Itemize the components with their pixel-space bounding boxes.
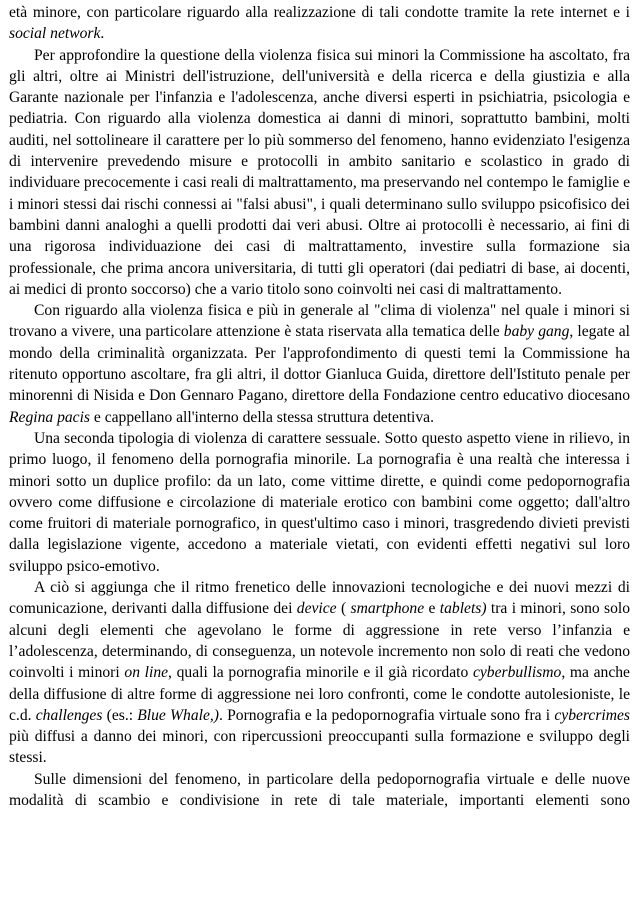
- italic-term: social network: [9, 25, 101, 43]
- text-run: , quali la pornografia minorile e il già ricordato: [168, 664, 473, 682]
- italic-term: challenges: [35, 706, 103, 724]
- text-run: (: [336, 600, 351, 618]
- italic-term: smartphone: [350, 600, 425, 618]
- italic-term: Blue Whale,): [137, 706, 219, 724]
- italic-term: Regina pacis: [9, 408, 90, 426]
- italic-term: cybercrimes: [554, 706, 630, 724]
- text-run: . Pornografia e la pedopornografia virtuale sono fra i: [218, 706, 555, 724]
- body-paragraph: [9, 45, 630, 301]
- text-run: Una seconda tipologia di violenza di carattere sessuale. Sotto questo aspetto viene in rilievo, in primo luogo, il fenomeno della pornografia minorile. La pornografia è una realtà che interessa i minori sotto un duplice profilo: da un lato, come vittime dirette, e quindi come pedopornografia ovvero come diffusione e circolazione di materiale erotico con bambini come oggetto; dall'altro come fruitori di materiale pornografico, in quest'ultimo caso i minori, trasgredendo divieti previsti dalla legislazione vigente, accedono a materiale vietati, con evidenti effetti negativi sul loro sviluppo psico-emotivo.: [9, 429, 630, 575]
- body-paragraph: [9, 769, 630, 812]
- text-run: (es.:: [102, 706, 138, 724]
- italic-term: tablets): [439, 600, 487, 618]
- text-run: , legate al mondo della criminalità organizzata. Per l'approfondimento di questi temi la Commissione ha ritenuto opportuno ascoltare, fra gli altri, il dottor Gianluca Guida, direttore dell'Istituto penale per minorenni di Nisida e Don Gennaro Pagano, direttore della Fondazione centro educativo diocesano: [9, 323, 630, 405]
- body-paragraph: [9, 577, 630, 769]
- text-run: .: [100, 25, 105, 43]
- italic-term: device: [296, 600, 337, 618]
- italic-term: baby gang: [503, 323, 570, 341]
- italic-term: cyberbullismo: [472, 664, 562, 682]
- body-paragraph: [9, 2, 630, 45]
- text-run: Per approfondire la questione della violenza fisica sui minori la Commissione ha ascoltato, fra gli altri, oltre ai Ministri dell'istruzione, dell'università e della ricerca e della giustizia e alla Garante nazionale per l'infanzia e l'adolescenza, anche diversi esperti in psichiatria, psicologia e pediatria. Con riguardo alla violenza domestica ai danni di minori, soprattutto bambini, molti auditi, nel sottolineare il carattere per lo più sommerso del fenomeno, hanno evidenziato l'esigenza di intervenire prevedendo misure e protocolli in ambito sanitario e scolastico in grado di individuare precocemente i casi reali di maltrattamento, ma preservando nel contempo le famiglie e i minori stessi dai rischi connessi ai "falsi abusi", i quali determinano sullo sviluppo psicofisico dei bambini danni analoghi a quelli prodotti dai veri abusi. Oltre ai protocolli è necessario, ai fini di una rigorosa individuazione dei casi di maltrattamento, investire sulla formazione sia professionale, che prima ancora universitaria, di tutti gli operatori (dai pediatri di base, ai docenti, ai medici di pronto soccorso) che a vario titolo sono coinvolti nei casi di maltrattamento.: [9, 46, 630, 298]
- text-run: e cappellano all'interno della stessa struttura detentiva.: [89, 408, 434, 426]
- text-run: A ciò si aggiunga che il ritmo frenetico delle innovazioni tecnologiche e dei nuovi mezzi di comunicazione, derivanti dalla diffusione dei: [9, 579, 630, 618]
- text-run: più diffusi a danno dei minori, con ripercussioni preoccupanti sulla formazione e sviluppo degli stessi.: [9, 728, 630, 767]
- text-run: tra i minori, sono solo alcuni degli elementi che agevolano le forme di aggressione in rete verso l’infanzia e l’adolescenza, determinando, di conseguenza, un notevole incremento non solo di reati che vedono coinvolti i minori: [9, 600, 631, 682]
- text-run: , ma anche della diffusione di altre forme di aggressione nei loro confronti, come le condotte autolesioniste, le c.d.: [9, 664, 630, 724]
- body-paragraph: [9, 428, 630, 577]
- italic-term: on line: [124, 664, 169, 682]
- body-paragraph: [9, 300, 630, 428]
- text-run: e: [424, 600, 440, 618]
- text-run: Sulle dimensioni del fenomeno, in particolare della pedopornografia virtuale e delle nuove modalità di scambio e condivisione in rete di tale materiale, importanti elementi sono: [9, 770, 630, 809]
- text-run: Con riguardo alla violenza fisica e più in generale al "clima di violenza" nel quale i minori si trovano a vivere, una particolare attenzione è stata riservata alla tematica delle: [9, 302, 630, 341]
- text-run: età minore, con particolare riguardo alla realizzazione di tali condotte tramite la rete internet e i: [9, 4, 630, 21]
